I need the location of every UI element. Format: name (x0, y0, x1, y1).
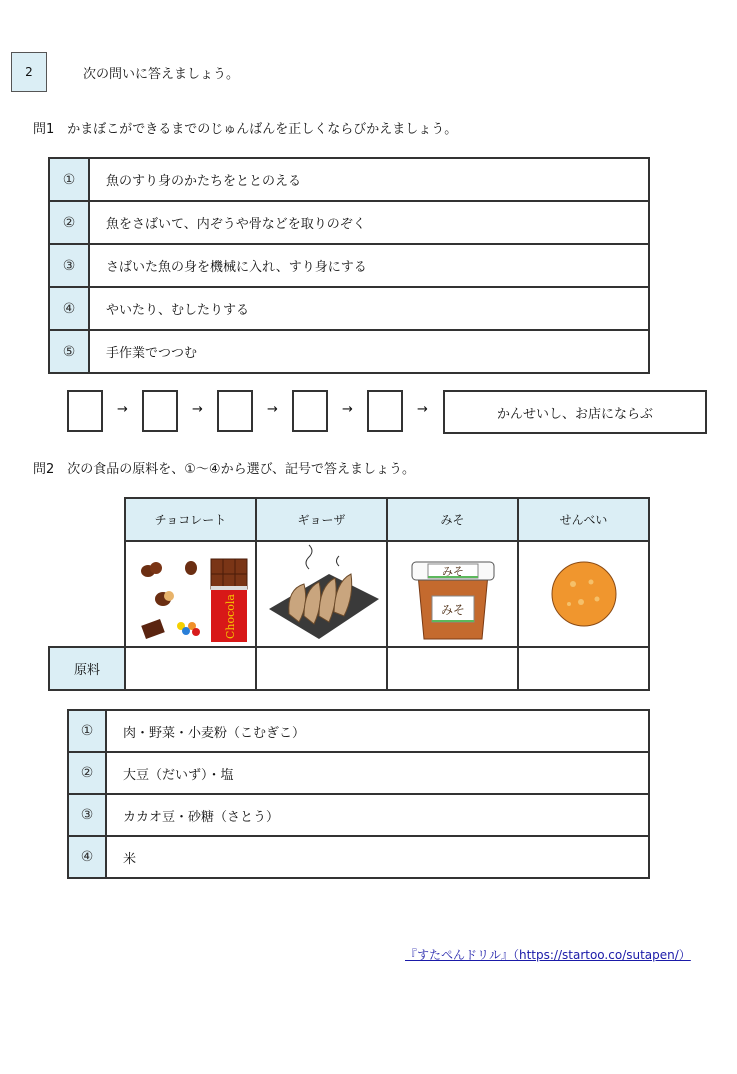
table-row (49, 330, 649, 373)
chocolate-image-cell (125, 541, 256, 647)
step-text: 魚をさばいて、内ぞうや骨などを取りのぞく (89, 201, 649, 244)
question2-prompt: 問2 次の食品の原料を、①～④から選び、記号で答えましょう。 (33, 462, 416, 477)
food-header: チョコレート (125, 498, 256, 541)
question1-prompt: 問1 かまぼこができるまでのじゅんばんを正しくならびかえましょう。 (33, 122, 458, 137)
table-row (49, 498, 649, 541)
svg-text:みそ: みそ (442, 565, 464, 578)
table-row (68, 836, 649, 878)
table-row (49, 541, 649, 647)
answer-box-4[interactable] (292, 390, 328, 432)
answer-cell-senbei[interactable] (518, 647, 649, 690)
question-number: 2 (25, 65, 33, 79)
food-header: せんべい (518, 498, 649, 541)
step-text: 魚のすり身のかたちをととのえる (89, 158, 649, 201)
table-row (49, 287, 649, 330)
table-row (68, 794, 649, 836)
food-header: ギョーザ (256, 498, 387, 541)
final-step-box: かんせいし、お店にならぶ (443, 390, 707, 434)
miso-image-cell (387, 541, 518, 647)
option-text: カカオ豆・砂糖（さとう） (106, 794, 649, 836)
empty-corner (49, 498, 125, 541)
section-instruction: 次の問いに答えましょう。 (83, 67, 240, 82)
foods-table (48, 497, 650, 691)
ingredient-options-table (67, 709, 650, 879)
answer-cell-chocolate[interactable] (125, 647, 256, 690)
arrow-icon: → (117, 402, 128, 417)
step-index: ⑤ (49, 330, 89, 373)
arrow-icon: → (417, 402, 428, 417)
option-index: ③ (68, 794, 106, 836)
option-text: 米 (106, 836, 649, 878)
food-header: みそ (387, 498, 518, 541)
option-index: ④ (68, 836, 106, 878)
table-row (68, 752, 649, 794)
table-row (49, 201, 649, 244)
step-text: さばいた魚の身を機械に入れ、すり身にする (89, 244, 649, 287)
kamaboko-steps-table (48, 157, 650, 374)
empty-cell (49, 541, 125, 647)
ingredient-row-label: 原料 (49, 647, 125, 690)
order-answer-flow (67, 390, 707, 434)
gyoza-image-cell (256, 541, 387, 647)
answer-box-3[interactable] (217, 390, 253, 432)
svg-text:みそ: みそ (440, 603, 466, 617)
gyoza-icon (257, 542, 386, 646)
credit-link[interactable]: 『すたぺんドリル』（https://startoo.co/sutapen/） (405, 948, 691, 962)
answer-box-5[interactable] (367, 390, 403, 432)
senbei-image-cell (518, 541, 649, 647)
option-text: 肉・野菜・小麦粉（こむぎこ） (106, 710, 649, 752)
senbei-icon (519, 542, 648, 646)
step-text: やいたり、むしたりする (89, 287, 649, 330)
question-number-box (11, 52, 47, 92)
answer-box-2[interactable] (142, 390, 178, 432)
table-row (49, 158, 649, 201)
step-text: 手作業でつつむ (89, 330, 649, 373)
arrow-icon: → (267, 402, 278, 417)
answer-box-1[interactable] (67, 390, 103, 432)
option-text: 大豆（だいず）・塩 (106, 752, 649, 794)
chocolate-icon (126, 542, 255, 646)
answer-cell-miso[interactable] (387, 647, 518, 690)
step-index: ③ (49, 244, 89, 287)
table-row (68, 710, 649, 752)
table-row (49, 647, 649, 690)
step-index: ② (49, 201, 89, 244)
step-index: ① (49, 158, 89, 201)
option-index: ① (68, 710, 106, 752)
option-index: ② (68, 752, 106, 794)
table-row (49, 244, 649, 287)
answer-cell-gyoza[interactable] (256, 647, 387, 690)
arrow-icon: → (192, 402, 203, 417)
svg-text:Chocola: Chocola (224, 594, 237, 639)
miso-icon (388, 542, 517, 646)
arrow-icon: → (342, 402, 353, 417)
step-index: ④ (49, 287, 89, 330)
